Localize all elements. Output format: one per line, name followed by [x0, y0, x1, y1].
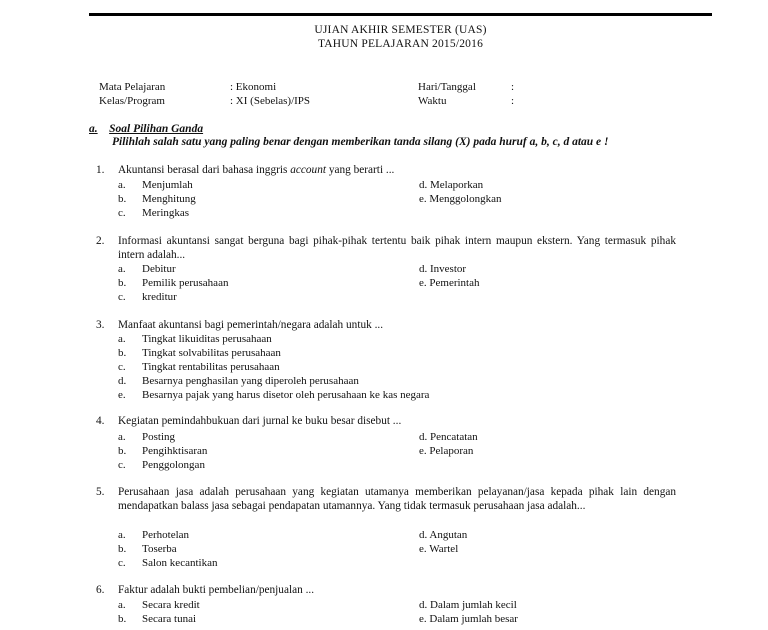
exam-title: UJIAN AKHIR SEMESTER (UAS) [314, 24, 487, 36]
section-a-marker: a. [89, 123, 98, 135]
option-d[interactable]: d. Investor [419, 263, 467, 275]
question-1 [96, 164, 676, 178]
waktu-label: Waktu [418, 95, 447, 107]
option-a[interactable]: a. Tingkat likuiditas perusahaan [118, 333, 272, 345]
question-number: 3. [96, 319, 105, 331]
option-b[interactable]: b. Tingkat solvabilitas perusahaan [118, 347, 281, 359]
option-d[interactable]: d. Dalam jumlah kecil [419, 599, 517, 611]
option-c[interactable]: c. kreditur [118, 291, 177, 303]
section-a-instruction: Pilihlah salah satu yang paling benar dengan memberikan tanda silang (X) pada huruf a, b, c, d atau e ! [112, 136, 609, 148]
hari-value: : [511, 81, 515, 93]
question-stem: Perusahaan jasa adalah perusahaan yang kegiatan utamanya memberikan pelayanan/jasa kepada pihak lain dengan mendapatkan balass jasa sebagai pendapatan utamannya. Yang tidak termasuk perusahaan jasa adalah... [118, 486, 676, 512]
option-b[interactable]: b. Menghitung [118, 193, 196, 205]
option-b[interactable]: b. Pemilik perusahaan [118, 277, 229, 289]
option-b[interactable]: b. Secara tunai [118, 613, 197, 625]
option-e[interactable]: e. Pemerintah [419, 277, 480, 289]
question-6 [96, 584, 676, 598]
question-number: 6. [96, 584, 105, 596]
option-c[interactable]: c. Salon kecantikan [118, 557, 218, 569]
option-c[interactable]: c. Meringkas [118, 207, 190, 219]
option-a[interactable]: a. Secara kredit [118, 599, 200, 611]
section-a-title: Soal Pilihan Ganda [109, 123, 204, 135]
mapel-value: : Ekonomi [230, 81, 277, 93]
kelas-value: : XI (Sebelas)/IPS [230, 95, 311, 107]
question-number: 1. [96, 164, 105, 176]
mapel-label: Mata Pelajaran [99, 81, 166, 93]
option-d[interactable]: d. Besarnya penghasilan yang diperoleh perusahaan [118, 375, 359, 387]
option-b[interactable]: b. Pengihktisaran [118, 445, 208, 457]
question-stem: Informasi akuntansi sangat berguna bagi pihak-pihak tertentu baik pihak intern maupun ekstern. Yang termasuk pihak intern adalah... [118, 235, 676, 261]
option-a[interactable]: a. Perhotelan [118, 529, 190, 541]
option-d[interactable]: d. Pencatatan [419, 431, 478, 443]
option-e[interactable]: e. Wartel [419, 543, 459, 555]
kelas-label: Kelas/Program [99, 95, 165, 107]
header-rule [89, 13, 712, 16]
option-a[interactable]: a. Posting [118, 431, 176, 443]
exam-year: TAHUN PELAJARAN 2015/2016 [317, 38, 484, 50]
term-account: account [290, 164, 326, 176]
option-a[interactable]: a. Debitur [118, 263, 176, 275]
question-stem: Kegiatan pemindahbukuan dari jurnal ke buku besar disebut ... [118, 415, 402, 427]
option-b[interactable]: b. Toserba [118, 543, 177, 555]
option-e[interactable]: e. Dalam jumlah besar [419, 613, 518, 625]
option-c[interactable]: c. Tingkat rentabilitas perusahaan [118, 361, 280, 373]
option-e[interactable]: e. Besarnya pajak yang harus disetor oleh perusahaan ke kas negara [118, 389, 430, 401]
section-a-heading [89, 123, 203, 135]
waktu-value: : [511, 95, 515, 107]
question-5 [96, 486, 676, 513]
option-e[interactable]: e. Pelaporan [419, 445, 474, 457]
option-c[interactable]: c. Penggolongan [118, 459, 205, 471]
question-4 [96, 415, 676, 429]
option-a[interactable]: a. Menjumlah [118, 179, 193, 191]
hari-label: Hari/Tanggal [418, 81, 476, 93]
question-stem: Manfaat akuntansi bagi pemerintah/negara adalah untuk ... [118, 319, 384, 331]
question-number: 2. [96, 235, 105, 247]
question-stem: Akuntansi berasal dari bahasa inggris account yang berarti ... [118, 164, 395, 176]
option-e[interactable]: e. Menggolongkan [419, 193, 502, 205]
question-3 [96, 319, 676, 333]
question-number: 4. [96, 415, 105, 427]
question-stem: Faktur adalah bukti pembelian/penjualan ... [118, 584, 315, 596]
option-d[interactable]: d. Angutan [419, 529, 468, 541]
question-number: 5. [96, 486, 105, 498]
option-d[interactable]: d. Melaporkan [419, 179, 484, 191]
question-2 [96, 235, 676, 262]
